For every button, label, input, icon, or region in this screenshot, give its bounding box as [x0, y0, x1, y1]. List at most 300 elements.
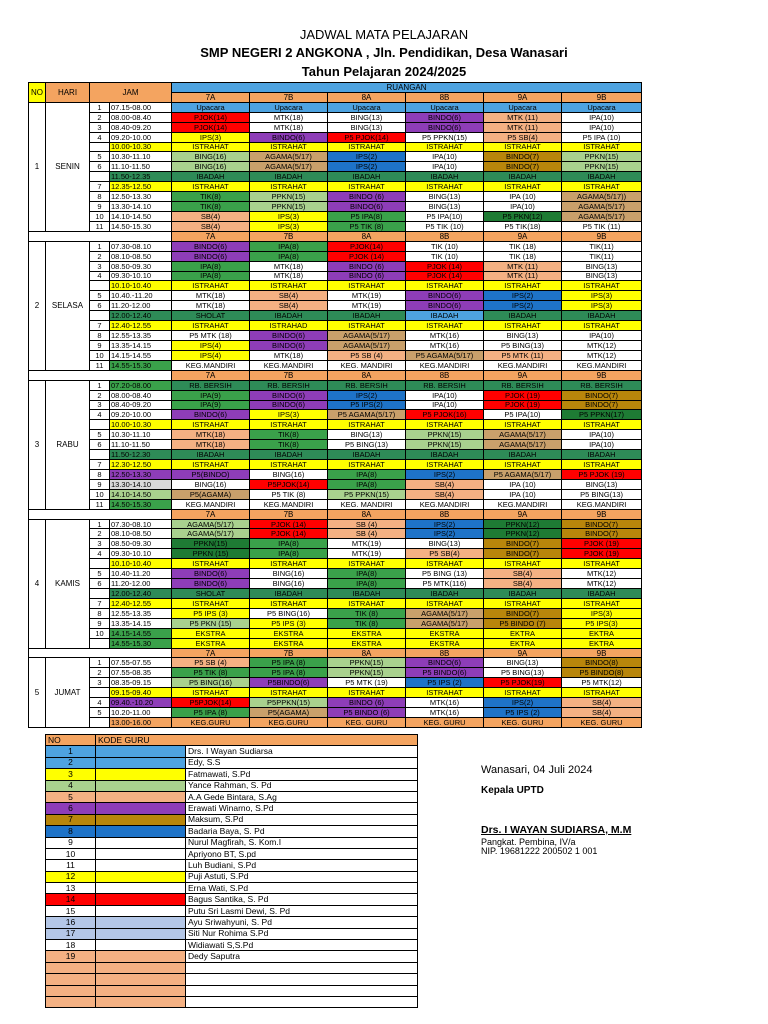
subject-cell: PJOK (19): [484, 390, 562, 400]
period-number: [90, 688, 110, 698]
subject-cell: BINDO(7): [484, 549, 562, 559]
teacher-name: [186, 962, 418, 973]
period-number: 6: [90, 301, 110, 311]
subject-cell: EKSTRA: [406, 638, 484, 648]
subject-cell: IPA(8): [250, 539, 328, 549]
subject-cell: IPS(2): [484, 291, 562, 301]
time-slot: 12.30-12.50: [110, 460, 172, 470]
period-number: [90, 142, 110, 152]
subject-cell: IPS(2): [328, 152, 406, 162]
time-slot: 12.50-13.30: [110, 192, 172, 202]
subject-cell: PPKN(15): [328, 658, 406, 668]
class-header: 9A: [484, 231, 562, 241]
subject-cell: BINDO(7): [562, 519, 642, 529]
subject-cell: IPS(2): [328, 162, 406, 172]
class-header: 7A: [172, 370, 250, 380]
teacher-number: 16: [46, 917, 96, 928]
time-slot: 12.55-13.35: [110, 331, 172, 341]
subject-cell: ISTRAHAT: [484, 321, 562, 331]
subject-cell: IPS(3): [250, 221, 328, 231]
subject-cell: TIK (8): [328, 618, 406, 628]
time-slot: 09.20-10.00: [110, 132, 172, 142]
time-slot: 13.00-16.00: [110, 718, 172, 728]
subject-cell: P5 PJOK (19): [562, 469, 642, 479]
subject-cell: BINDO(6): [406, 122, 484, 132]
subject-cell: ISTRAHAT: [562, 559, 642, 569]
subject-cell: PPKN(15): [406, 430, 484, 440]
subject-cell: P5 IPA (10): [562, 132, 642, 142]
teacher-swatch: [96, 917, 186, 928]
time-slot: 14.50-15.30: [110, 499, 172, 509]
time-slot: 08.40-09.20: [110, 122, 172, 132]
subject-cell: IPS(2): [328, 390, 406, 400]
subject-cell: P5 PJOK(19): [484, 678, 562, 688]
subject-cell: SB(4): [172, 221, 250, 231]
subject-cell: ISTRAHAT: [406, 559, 484, 569]
subject-cell: BING(13): [562, 479, 642, 489]
subject-cell: IPS(3): [172, 132, 250, 142]
time-slot: 12.40-12.55: [110, 598, 172, 608]
subject-cell: IPS(2): [484, 698, 562, 708]
subject-cell: BING(13): [484, 331, 562, 341]
teacher-number: 10: [46, 848, 96, 859]
subject-cell: ISTRAHAT: [406, 460, 484, 470]
subject-cell: P5 AGAMA(5/17): [328, 410, 406, 420]
time-slot: 14.55-15.30: [110, 638, 172, 648]
subject-cell: SB(4): [562, 698, 642, 708]
subject-cell: P5 BING(16): [250, 608, 328, 618]
time-slot: 14.15-14.55: [110, 350, 172, 360]
subject-cell: P5(AGAMA): [250, 708, 328, 718]
teacher-number: 7: [46, 814, 96, 825]
subject-cell: ISTRAHAT: [328, 142, 406, 152]
time-slot: 10.00-10.30: [110, 142, 172, 152]
subject-cell: P5 TIK (8): [328, 221, 406, 231]
subject-cell: ISTRAHAT: [406, 598, 484, 608]
period-number: 11: [90, 360, 110, 370]
subject-cell: P5 IPS (2): [484, 708, 562, 718]
subject-cell: PPKN(15): [406, 440, 484, 450]
subject-cell: PPKN(15): [562, 162, 642, 172]
teacher-number: [46, 996, 96, 1007]
subject-cell: BING(13): [406, 192, 484, 202]
subject-cell: IPA(10): [406, 400, 484, 410]
time-slot: 07.20-08.00: [110, 380, 172, 390]
subject-cell: BINDO(6): [406, 301, 484, 311]
subject-cell: ISTRAHAT: [562, 460, 642, 470]
subject-cell: BINDO (6): [328, 698, 406, 708]
time-slot: 11.10-11.50: [110, 440, 172, 450]
subject-cell: ISTRAHAT: [562, 142, 642, 152]
subject-cell: MTK(18): [250, 350, 328, 360]
subject-cell: AGAMA(5/17): [562, 202, 642, 212]
header-jam: JAM: [90, 83, 172, 103]
subject-cell: IBADAH: [562, 589, 642, 599]
class-header: 7A: [172, 509, 250, 519]
subject-cell: IBADAH: [406, 450, 484, 460]
time-slot: 11.20-12.00: [110, 301, 172, 311]
subject-cell: P5 IPA(10): [406, 211, 484, 221]
subject-cell: P5 BINDO(6): [406, 668, 484, 678]
schedule-table: [28, 82, 642, 728]
class-header: 8B: [406, 370, 484, 380]
period-number: 4: [90, 410, 110, 420]
subject-cell: SHOLAT: [172, 589, 250, 599]
subject-cell: IPS(2): [406, 519, 484, 529]
subject-cell: MTK(18): [172, 430, 250, 440]
subject-cell: BINDO(7): [484, 608, 562, 618]
subject-cell: BINDO(6): [250, 132, 328, 142]
teacher-number: 18: [46, 940, 96, 951]
teacher-name: Ayu Sriwahyuni, S. Pd: [186, 917, 418, 928]
subject-cell: IPS(3): [250, 410, 328, 420]
period-number: 7: [90, 460, 110, 470]
code-header-no: NO: [46, 735, 96, 746]
subject-cell: IBADAH: [406, 311, 484, 321]
subject-cell: KEG. GURU: [484, 718, 562, 728]
subject-cell: P5 SB (4): [172, 658, 250, 668]
time-slot: 11.50-12.30: [110, 450, 172, 460]
period-number: 5: [90, 708, 110, 718]
subject-cell: P5PJOK(14): [250, 479, 328, 489]
subject-cell: P5PJOK(14): [172, 698, 250, 708]
time-slot: 12.40-12.55: [110, 321, 172, 331]
subject-cell: TIK (18): [484, 251, 562, 261]
class-header: 9B: [562, 648, 642, 658]
subject-cell: BING(13): [328, 122, 406, 132]
class-header: 7B: [250, 92, 328, 102]
subject-cell: TIK (8): [328, 608, 406, 618]
subject-cell: EKTRA: [484, 638, 562, 648]
school-name: SMP NEGERI 2 ANGKONA , Jln. Pendidikan, Desa Wanasari: [200, 45, 568, 60]
subject-cell: P5 BING(16): [172, 678, 250, 688]
teacher-number: 4: [46, 780, 96, 791]
subject-cell: PJOK (14): [406, 261, 484, 271]
subject-cell: IBADAH: [328, 450, 406, 460]
time-slot: 10.10-10.40: [110, 281, 172, 291]
subject-cell: AGAMA(5/17): [250, 162, 328, 172]
subject-cell: ISTRAHAT: [250, 182, 328, 192]
subject-cell: ISTRAHAT: [562, 281, 642, 291]
subject-cell: AGAMA(5/17): [484, 440, 562, 450]
subject-cell: KEG. MANDIRI: [328, 360, 406, 370]
class-header: 9A: [484, 92, 562, 102]
subject-cell: IPA (10): [484, 192, 562, 202]
teacher-name: [186, 985, 418, 996]
teacher-name: Maksum, S.Pd: [186, 814, 418, 825]
time-slot: 08.00-08.40: [110, 112, 172, 122]
subject-cell: ISTRAHAD: [250, 321, 328, 331]
subject-cell: BING(13): [484, 658, 562, 668]
time-slot: 11.20-12.00: [110, 579, 172, 589]
subject-cell: EKTRA: [562, 638, 642, 648]
subject-cell: IBADAH: [250, 311, 328, 321]
teacher-number: 19: [46, 951, 96, 962]
subject-cell: PJOK (14): [250, 519, 328, 529]
code-header-kode: KODE GURU: [96, 735, 418, 746]
time-slot: 08.00-08.40: [110, 390, 172, 400]
subject-cell: PJOK (14): [250, 529, 328, 539]
subject-cell: BINDO(6): [406, 112, 484, 122]
teacher-swatch: [96, 883, 186, 894]
teacher-name: Badaria Baya, S. Pd: [186, 826, 418, 837]
teacher-name: Bagus Santika, S. Pd: [186, 894, 418, 905]
subject-cell: PJOK (14): [328, 251, 406, 261]
teacher-name: Luh Budiani, S.Pd: [186, 860, 418, 871]
subject-cell: BINDO (6): [328, 271, 406, 281]
subject-cell: IPA(10): [562, 331, 642, 341]
subject-cell: PJOK(14): [172, 122, 250, 132]
subject-cell: AGAMA(5/17): [328, 340, 406, 350]
teacher-swatch: [96, 940, 186, 951]
subject-cell: MTK(16): [406, 331, 484, 341]
subject-cell: ISTRAHAT: [172, 182, 250, 192]
subject-cell: AGAMA(5/17): [172, 519, 250, 529]
period-number: 8: [90, 192, 110, 202]
subject-cell: IBADAH: [562, 450, 642, 460]
class-header: 9A: [484, 370, 562, 380]
subject-cell: PPKN(12): [484, 529, 562, 539]
teacher-number: 3: [46, 769, 96, 780]
subject-cell: MTK(18): [250, 112, 328, 122]
period-number: 6: [90, 579, 110, 589]
period-number: 3: [90, 261, 110, 271]
day-name: JUMAT: [46, 658, 90, 728]
subject-cell: P5 IPA (8): [172, 708, 250, 718]
subject-cell: MTK(12): [562, 340, 642, 350]
subject-cell: IBADAH: [406, 589, 484, 599]
period-number: 8: [90, 331, 110, 341]
subject-cell: ISTRAHAT: [172, 460, 250, 470]
period-number: 1: [90, 519, 110, 529]
subject-cell: MTK(19): [328, 291, 406, 301]
subject-cell: TIK(8): [172, 192, 250, 202]
subject-cell: PPKN(15): [562, 152, 642, 162]
class-header: 8B: [406, 92, 484, 102]
subject-cell: EKSTRA: [328, 628, 406, 638]
subject-cell: AGAMA(5/17): [250, 152, 328, 162]
subject-cell: ISTRAHAT: [172, 281, 250, 291]
teacher-name: Dedy Saputra: [186, 951, 418, 962]
class-header: 8A: [328, 231, 406, 241]
class-header: 9A: [484, 509, 562, 519]
time-slot: 07.15-08.00: [110, 102, 172, 112]
subject-cell: ISTRAHAT: [406, 142, 484, 152]
period-number: 10: [90, 489, 110, 499]
period-number: 11: [90, 221, 110, 231]
subject-cell: BINDO(7): [562, 529, 642, 539]
period-number: 4: [90, 549, 110, 559]
time-slot: 09.30-10.10: [110, 271, 172, 281]
class-header: 7A: [172, 92, 250, 102]
period-number: 3: [90, 539, 110, 549]
subject-cell: Upacara: [250, 102, 328, 112]
subject-cell: SB (4): [328, 529, 406, 539]
subject-cell: IPA(10): [562, 440, 642, 450]
subject-cell: ISTRAHAT: [250, 281, 328, 291]
teacher-swatch: [96, 951, 186, 962]
subject-cell: IBADAH: [250, 172, 328, 182]
subject-cell: P5 BING(13): [328, 440, 406, 450]
subject-cell: P5 PJOK(16): [406, 410, 484, 420]
subject-cell: SB(4): [250, 301, 328, 311]
time-slot: 11.10-11.50: [110, 162, 172, 172]
subject-cell: BINDO(6): [172, 579, 250, 589]
time-slot: 09.40.-10.20: [110, 698, 172, 708]
teacher-number: 2: [46, 757, 96, 768]
subject-cell: KEG.MANDIRI: [172, 499, 250, 509]
day-name: KAMIS: [46, 519, 90, 648]
period-number: 3: [90, 400, 110, 410]
period-number: 2: [90, 390, 110, 400]
subject-cell: IPA(8): [328, 469, 406, 479]
subject-cell: MTK(19): [328, 549, 406, 559]
subject-cell: SB(4): [250, 291, 328, 301]
signature-place-date: Wanasari, 04 Juli 2024: [481, 764, 593, 776]
subject-cell: Upacara: [484, 102, 562, 112]
subject-cell: EKSTRA: [250, 638, 328, 648]
subject-cell: BINDO(6): [172, 569, 250, 579]
period-number: 3: [90, 678, 110, 688]
subject-cell: IBADAH: [328, 172, 406, 182]
period-number: [90, 420, 110, 430]
subject-cell: P5 MTK(12): [562, 678, 642, 688]
subject-cell: TIK (10): [406, 251, 484, 261]
academic-year: Tahun Pelajaran 2024/2025: [301, 64, 467, 79]
period-number: [90, 450, 110, 460]
teacher-number: 12: [46, 871, 96, 882]
subject-cell: P5 BINDO(8): [562, 668, 642, 678]
teacher-swatch: [96, 985, 186, 996]
period-number: 9: [90, 479, 110, 489]
teacher-number: 8: [46, 826, 96, 837]
teacher-swatch: [96, 848, 186, 859]
class-header: 7B: [250, 370, 328, 380]
period-number: 7: [90, 182, 110, 192]
period-number: 4: [90, 271, 110, 281]
subject-cell: KEG.MANDIRI: [406, 499, 484, 509]
teacher-number: 13: [46, 883, 96, 894]
subject-cell: MTK(12): [562, 350, 642, 360]
teacher-swatch: [96, 905, 186, 916]
teacher-swatch: [96, 962, 186, 973]
time-slot: 07.30-08.10: [110, 241, 172, 251]
time-slot: 10.20-11.00: [110, 708, 172, 718]
subject-cell: MTK (11): [484, 261, 562, 271]
teacher-swatch: [96, 814, 186, 825]
subject-cell: MTK(16): [406, 340, 484, 350]
subject-cell: PPKN(15): [328, 668, 406, 678]
subject-cell: P5 TIK (11): [562, 221, 642, 231]
subject-cell: P5 SB(4): [406, 549, 484, 559]
subject-cell: P5 TIK (8): [172, 668, 250, 678]
day-number: 5: [29, 658, 46, 728]
subject-cell: BINDO(7): [484, 152, 562, 162]
subject-cell: BINDO(6): [172, 251, 250, 261]
subject-cell: P5 IPA(8): [328, 211, 406, 221]
time-slot: 12.00-12.40: [110, 311, 172, 321]
subject-cell: P5 BING (13): [406, 569, 484, 579]
period-number: 4: [90, 698, 110, 708]
class-header: 9B: [562, 231, 642, 241]
subject-cell: P5 PKN (15): [172, 618, 250, 628]
day-separator: [29, 648, 172, 658]
period-number: [90, 718, 110, 728]
subject-cell: RB. BERSIH: [328, 380, 406, 390]
subject-cell: IBADAH: [406, 172, 484, 182]
subject-cell: KEG.GURU: [250, 718, 328, 728]
subject-cell: P5 TIK (10): [406, 221, 484, 231]
period-number: [90, 281, 110, 291]
subject-cell: EKSTRA: [172, 628, 250, 638]
class-header: 9B: [562, 370, 642, 380]
teacher-number: 15: [46, 905, 96, 916]
period-number: 1: [90, 658, 110, 668]
subject-cell: TIK(8): [172, 202, 250, 212]
subject-cell: IPA(9): [172, 400, 250, 410]
subject-cell: IPS(3): [562, 301, 642, 311]
subject-cell: PJOK (19): [562, 549, 642, 559]
subject-cell: AGAMA(5/17): [406, 608, 484, 618]
time-slot: 07.55-07.55: [110, 658, 172, 668]
teacher-swatch: [96, 780, 186, 791]
subject-cell: IPS(2): [484, 301, 562, 311]
subject-cell: KEG. GURU: [328, 718, 406, 728]
teacher-name: Putu Sri Lasmi Dewi, S. Pd: [186, 905, 418, 916]
time-slot: 09.20-10.00: [110, 410, 172, 420]
teacher-number: 5: [46, 791, 96, 802]
subject-cell: IBADAH: [172, 172, 250, 182]
subject-cell: BINDO(7): [562, 390, 642, 400]
subject-cell: BINDO(6): [250, 400, 328, 410]
subject-cell: AGAMA(5/17)): [562, 192, 642, 202]
subject-cell: BING(13): [562, 261, 642, 271]
class-header: 8A: [328, 509, 406, 519]
subject-cell: ISTRAHAT: [172, 321, 250, 331]
subject-cell: ISTRAHAT: [172, 142, 250, 152]
subject-cell: IPS(3): [562, 608, 642, 618]
subject-cell: RB. BERSIH: [562, 380, 642, 390]
teacher-name: [186, 996, 418, 1007]
period-number: [90, 589, 110, 599]
subject-cell: ISTRAHAT: [328, 598, 406, 608]
subject-cell: P5 IPS(3): [562, 618, 642, 628]
class-header: 8B: [406, 231, 484, 241]
subject-cell: ISTRAHAT: [172, 688, 250, 698]
subject-cell: KEG.MANDIRI: [172, 360, 250, 370]
teacher-swatch: [96, 974, 186, 985]
subject-cell: AGAMA(5/17): [562, 211, 642, 221]
class-header: 7B: [250, 648, 328, 658]
subject-cell: IPS(4): [172, 350, 250, 360]
subject-cell: SB(4): [172, 211, 250, 221]
subject-cell: IBADAH: [562, 172, 642, 182]
subject-cell: IPA(10): [406, 390, 484, 400]
period-number: 3: [90, 122, 110, 132]
subject-cell: ISTRAHAT: [406, 688, 484, 698]
subject-cell: BING(13): [406, 202, 484, 212]
subject-cell: PPKN (15): [172, 549, 250, 559]
subject-cell: EKSTRA: [406, 628, 484, 638]
subject-cell: BINDO(6): [172, 241, 250, 251]
subject-cell: BING(13): [328, 430, 406, 440]
subject-cell: IPA(8): [250, 251, 328, 261]
subject-cell: BING(16): [172, 479, 250, 489]
subject-cell: TIK(11): [562, 251, 642, 261]
time-slot: 10.00-10.30: [110, 420, 172, 430]
subject-cell: BING(16): [172, 162, 250, 172]
time-slot: 12.35-12.50: [110, 182, 172, 192]
